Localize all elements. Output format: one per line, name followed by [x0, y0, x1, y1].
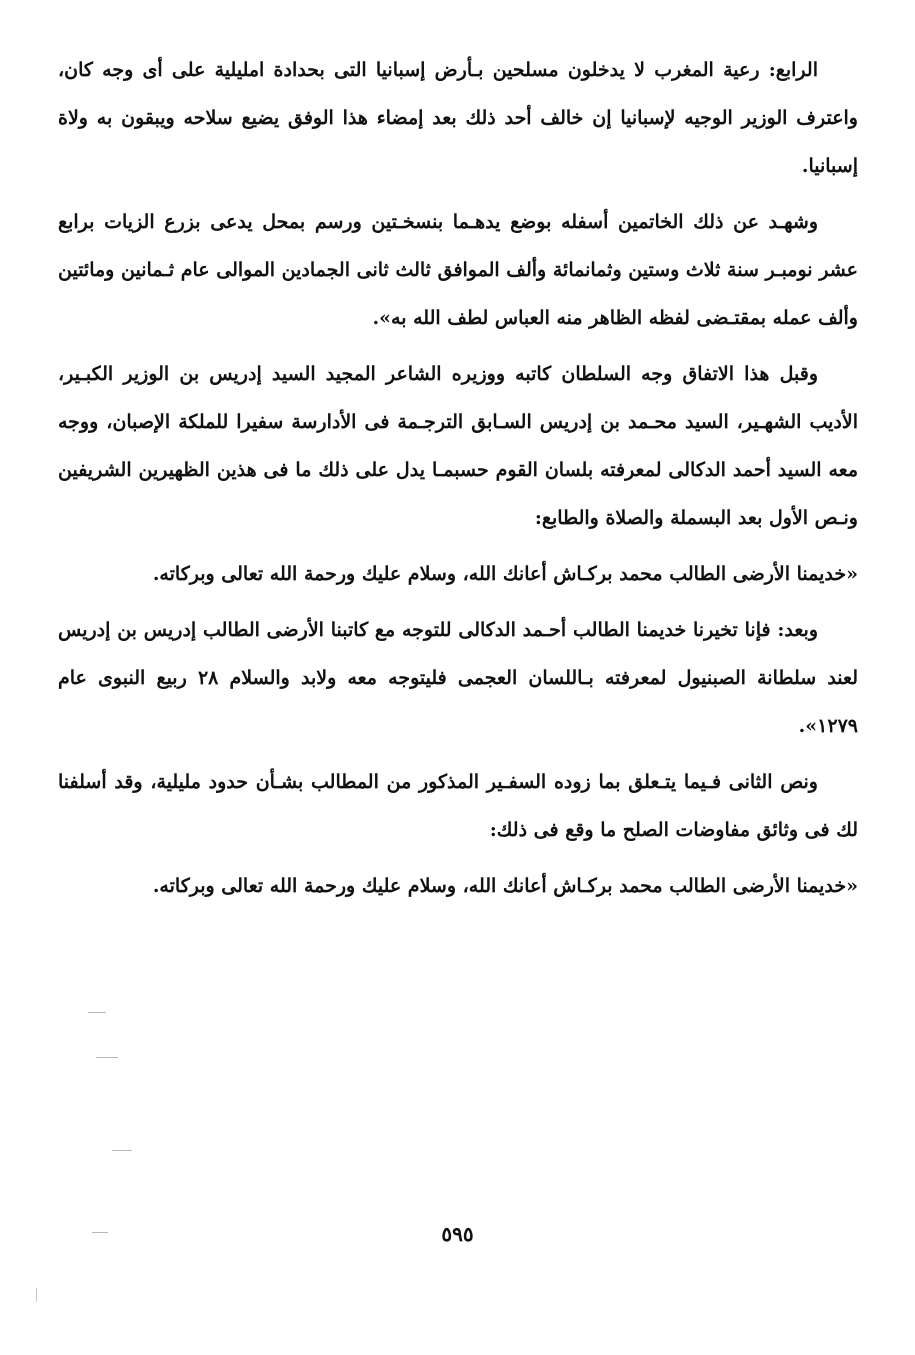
scan-mark — [96, 1057, 118, 1058]
paragraph-7-quote: «خديمنا الأرضى الطالب محمد بركـاش أعانك الله، وسلام عليك ورحمة الله تعالى وبركاته. — [152, 875, 858, 897]
paragraph-3: وقبل هذا الاتفاق وجه السلطان كاتبه ووزيره الشاعر المجيد السيد إدريس بن الوزير الكبـير، الأديب الشهـير، السيد محـمد بن إدريس السـابق الترجـمة فى الأدارسة سفيرا للملكة الإصبان، ووجه معه السيد أحمد الدكالى لمعرفته بلسان القوم حسبمـا يدل على ذلك ما فى هذين الظهيرين الشريفين ونـص الأول بعد البسملة والصلاة والطابع: — [58, 363, 858, 529]
paragraph-1: الرابع: رعية المغرب لا يدخلون مسلحين بـأرض إسبانيا التى بحدادة امليلية على أى وجه كان، واعترف الوزير الوجيه لإسبانيا إن خالف أحد ذلك بعد إمضاء هذا الوفق يضيع سلاحه ويبقون به ولاة إسبانيا. — [58, 59, 858, 177]
page-number: ٥٩٥ — [441, 1222, 474, 1246]
paragraph-6: ونص الثانى فـيما يتـعلق بما زوده السفـير المذكور من المطالب بشـأن حدود مليلية، وقد أسلفنا لك فى وثائق مفاوضات الصلح ما وقع فى ذلك: — [58, 771, 858, 841]
scan-mark — [88, 1012, 106, 1013]
paragraph-4-quote: «خديمنا الأرضى الطالب محمد بركـاش أعانك الله، وسلام عليك ورحمة الله تعالى وبركاته. — [152, 563, 858, 585]
page-body — [58, 46, 858, 918]
scan-mark — [112, 1150, 132, 1151]
scan-mark — [36, 1288, 37, 1302]
scan-mark — [92, 1232, 108, 1233]
paragraph-5: وبعد: فإنا تخيرنا خديمنا الطالب أحـمد الدكالى للتوجه مع كاتبنا الأرضى الطالب إدريس بن إدريس لعند سلطانة الصبنيول لمعرفته بـاللسان العجمى فليتوجه معه ولابد والسلام ٢٨ ربيع النبوى عام ١٢٧٩». — [58, 619, 858, 737]
paragraph-2: وشهـد عن ذلك الخاتمين أسفله بوضع يدهـما بنسخـتين ورسم بمحل يدعى بزرع الزيات برابع عشر نومبـر سنة ثلاث وستين وثمانمائة وألف الموافق ثالث ثانى الجمادين الموالى عام ثـمانين ومائتين وألف عمله بمقتـضى لفظه الظاهر منه العباس لطف الله به». — [58, 211, 858, 329]
